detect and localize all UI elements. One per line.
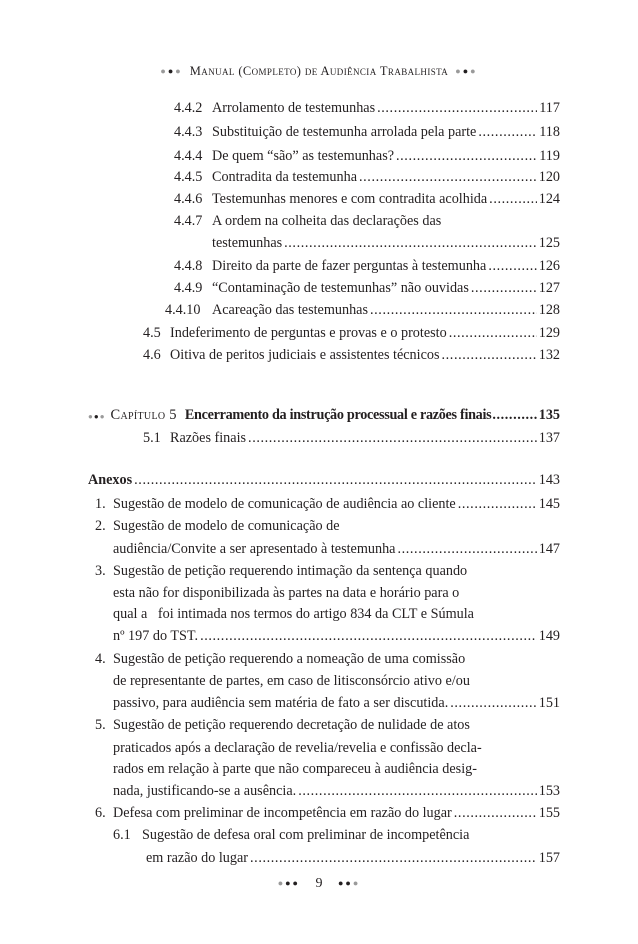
toc-entry[interactable]: 4.4.3 Substituição de testemunha arrolada pela parte ..... 118 [174,123,560,141]
annex-entry-4-line[interactable]: de representante de partes, em caso de litisconsórcio ativo e/ou [113,673,470,689]
toc-entry[interactable]: 4.5 Indeferimento de perguntas e provas e o protesto ..... 129 [143,324,560,342]
ornament-dots-left: ●●● [160,66,183,76]
dot-leader [250,849,537,867]
dot-leader [454,804,537,822]
dot-leader [492,406,537,424]
annex-entry-6-1-line[interactable]: em razão do lugar ..... 157 [146,849,560,867]
dot-leader [248,429,537,447]
toc-entry[interactable]: 4.4.10 Acareação das testemunhas ..... 128 [165,301,560,319]
dot-leader [370,301,537,319]
chapter-title: Encerramento da instrução processual e razões finais [184,407,492,423]
running-head [0,64,638,79]
dot-leader [449,324,537,342]
annex-entry-4[interactable]: 4. Sugestão de petição requerendo a nomeação de uma comissão [95,651,466,667]
annex-entry-2[interactable]: 2. Sugestão de modelo de comunicação de [95,518,340,534]
annex-entry-3-line[interactable]: esta não for disponibilizada às partes na data e horário para o [113,585,460,601]
dot-leader [458,495,537,513]
toc-entry[interactable]: 4.4.8 Direito da parte de fazer perguntas à testemunha ..... 126 [174,257,560,275]
toc-entry[interactable]: 4.4.5 Contradita da testemunha ..... 120 [174,168,560,186]
page-number: 9 [315,876,323,891]
dot-leader [134,471,537,489]
annex-entry-5-line[interactable]: nada, justificando-se a ausência. ..... 153 [113,782,560,800]
toc-anexos[interactable]: Anexos ..... 143 [88,471,560,489]
dot-leader [442,346,537,364]
annex-entry-5-line[interactable]: rados em relação à parte que não compareceu à audiência desig- [113,761,477,777]
toc-entry-line2[interactable]: testemunhas ..... 125 [212,234,560,252]
annex-entry-3-line[interactable]: nº 197 do TST. ..... 149 [113,627,560,645]
annex-entry-3-line[interactable]: qual a foi intimada nos termos do artigo 834 da CLT e Súmula [113,606,474,622]
toc-entry[interactable]: 4.4.4 De quem “são” as testemunhas? ..... 119 [174,147,560,165]
annex-entry-5-line[interactable]: praticados após a declaração de revelia/revelia e confissão decla- [113,740,482,756]
dot-leader [471,279,537,297]
annex-entry-1[interactable]: 1. Sugestão de modelo de comunicação de audiência ao cliente ..... 145 [95,495,560,513]
chapter-label: Capítulo 5 [110,407,177,423]
ornament-dots-right: ●●● [455,66,478,76]
toc-entry-line1[interactable]: 4.4.7 A ordem na colheita das declarações das [174,213,442,229]
toc-entry[interactable]: 4.4.9 “Contaminação de testemunhas” não ouvidas ..... 127 [174,279,560,297]
dot-leader [284,234,537,252]
dot-leader [396,147,537,165]
toc-entry[interactable]: 4.4.2 Arrolamento de testemunhas ..... 117 [174,99,560,117]
ornament-dots-left: ●●● [277,878,300,888]
toc-entry[interactable]: 5.1 Razões finais ..... 137 [143,429,560,447]
page-footer [0,876,638,892]
chapter-ornament-dots: ●●● [88,412,106,421]
annex-entry-2-line[interactable]: audiência/Convite a ser apresentado à testemunha ..... 147 [113,540,560,558]
annex-entry-3[interactable]: 3. Sugestão de petição requerendo intimação da sentença quando [95,563,468,579]
ornament-dots-right: ●●● [338,878,361,888]
dot-leader [397,540,536,558]
dot-leader [488,257,536,275]
dot-leader [377,99,537,117]
toc-chapter-5[interactable]: ●●● Capítulo 5 Encerramento da instrução processual e razões finais ..... 135 [88,406,560,426]
dot-leader [200,627,537,645]
toc-entry[interactable]: 4.4.6 Testemunhas menores e com contradita acolhida ..... 124 [174,190,560,208]
annex-entry-5[interactable]: 5. Sugestão de petição requerendo decretação de nulidade de atos [95,717,470,733]
dot-leader [489,190,537,208]
running-title: Manual (Completo) de Audiência Trabalhista [189,64,449,78]
annex-entry-4-line[interactable]: passivo, para audiência sem matéria de fato a ser discutida. ..... 151 [113,694,560,712]
annex-entry-6[interactable]: 6. Defesa com preliminar de incompetência em razão do lugar ..... 155 [95,804,560,822]
dot-leader [478,123,537,141]
toc-entry[interactable]: 4.6 Oitiva de peritos judiciais e assistentes técnicos ..... 132 [143,346,560,364]
dot-leader [450,694,536,712]
dot-leader [298,782,537,800]
annex-entry-6-1[interactable]: 6.1 Sugestão de defesa oral com preliminar de incompetência [113,827,470,843]
dot-leader [359,168,537,186]
